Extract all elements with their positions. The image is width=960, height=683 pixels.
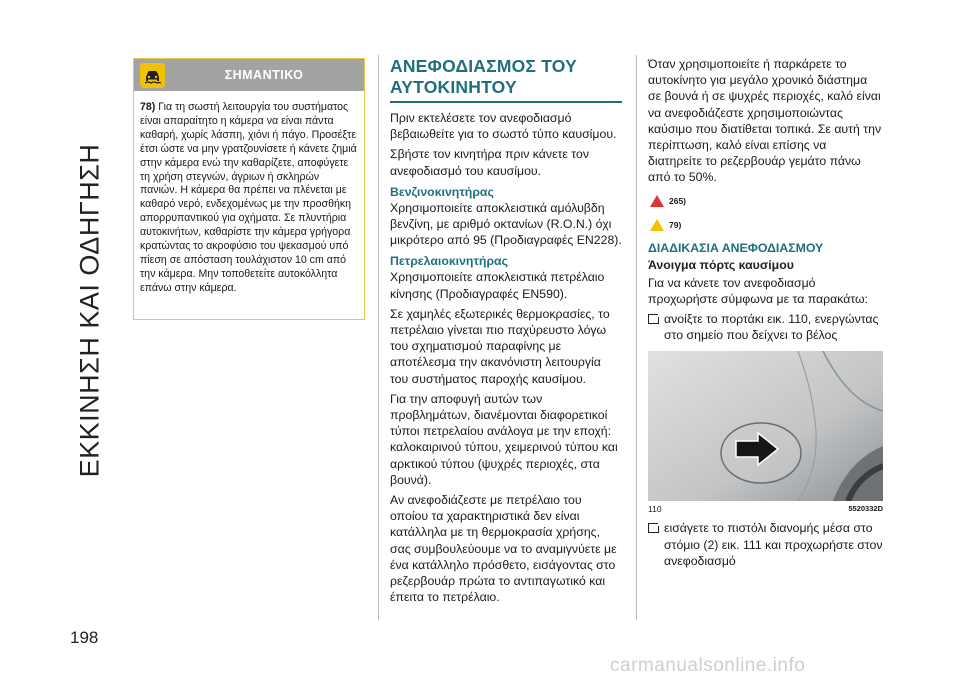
caution-triangle-icon [650, 219, 664, 231]
paragraph: Σε χαμηλές εξωτερικές θερμοκρασίες, το πετρέλαιο γίνεται πιο παχύρευστο λόγω του σχηματισμού παραφίνης με αποτέλεσμα την ακανόνιστη λειτουργία του συστήματος παροχής καυσίμου. [390, 306, 610, 386]
refuelling-procedure-column [648, 56, 883, 573]
figure-code: 5520332D [848, 504, 883, 514]
paragraph: Σβήστε τον κινητήρα πριν κάνετε τον ανεφοδιασμό του καυσίμου. [390, 147, 589, 178]
warning-reference [648, 190, 883, 212]
list-item [648, 520, 883, 569]
page-number: 198 [70, 628, 99, 647]
chapter-side-title [70, 30, 110, 590]
refuelling-column [390, 56, 622, 609]
notice-title: ΣΗΜΑΝΤΙΚΟ [224, 68, 304, 82]
notice-ref-number: 79) [669, 219, 682, 230]
car-warning-icon [140, 63, 165, 88]
notice-reference [648, 214, 883, 236]
step-text: εισάγετε το πιστόλι διανομής μέσα στο στόμιο (2) εικ. 111 και προχωρήστε στον ανεφοδιασμό [664, 521, 883, 568]
step-text: ανοίξτε το πορτάκι εικ. 110, ενεργώντας στο σημείο που δείχνει το βέλος [664, 312, 879, 343]
bullet-icon [648, 523, 659, 533]
paragraph: Χρησιμοποιείτε αποκλειστικά πετρέλαιο κίνησης (Προδιαγραφές EN590). [390, 270, 605, 301]
paragraph: Για την αποφυγή αυτών των προβλημάτων, διανέμονται διαφορετικοί τύποι πετρελαίου ανάλογα με την εποχή: καλοκαιρινού τύπου, χειμερινού τύπου και αρκτικού τύπου (ψυχρές περιοχές, στα βουνά). [390, 391, 618, 487]
notice-ref: 78) [140, 101, 156, 113]
bullet-icon [648, 314, 659, 324]
column-divider [636, 55, 637, 620]
paragraph: Όταν χρησιμοποιείτε ή παρκάρετε το αυτοκίνητο για μεγάλο χρονικό διάστημα σε βουνά ή σε ψυχρές περιοχές, καλό είναι να ανεφοδιάζεστε χρησιμοποιώντας καύσιμο που διατίθεται τοπικά. Σε αυτή την περίπτωση, καλό είναι επίσης να διατηρείτε το ρεζερβουάρ γεμάτο πάνω από το 50%. [648, 57, 882, 185]
fuel-flap-subheading: Άνοιγμα πόρτς καυσίμου [648, 257, 794, 272]
figure-number: 110 [648, 504, 662, 515]
petrol-engine-heading: Βενζινοκινητήρας [390, 184, 494, 199]
chapter-title-text: ΕΚΚΙΝΗΣΗ ΚΑΙ ΟΔΗΓΗΣΗ [74, 143, 105, 477]
paragraph: Χρησιμοποιείτε αποκλειστικά αμόλυβδη βενζίνη, με αριθμό οκτανίων (R.O.N.) όχι μικρότερο από 95 (Προδιαγραφές EN228). [390, 200, 622, 248]
diesel-engine-heading: Πετρελαιοκινητήρας [390, 254, 509, 269]
list-item [648, 311, 883, 343]
danger-triangle-icon [650, 195, 664, 207]
column-divider [378, 55, 379, 620]
figure-caption [648, 504, 883, 514]
paragraph: Για να κάνετε τον ανεφοδιασμό προχωρήστε σύμφωνα με τα παρακάτω: [648, 275, 869, 306]
warning-ref-number: 265) [669, 195, 687, 206]
notice-header [134, 59, 364, 91]
notice-body [134, 91, 364, 300]
watermark: carmanualsonline.info [610, 655, 806, 676]
important-notice-box [133, 58, 365, 320]
paragraph: Πριν εκτελέσετε τον ανεφοδιασμό βεβαιωθείτε για το σωστό τύπο καυσίμου. [390, 111, 617, 142]
heading-rule [390, 101, 622, 103]
notice-text: Για τη σωστή λειτουργία του συστήματος είναι απαραίτητο η κάμερα να είναι πάντα καθαρή, χωρίς λάσπη, χιόνι ή πάγο. Προσέξτε έτσι ώστε να μην γρατζουνίσετε ή κάνετε ζημιά στην κάμερα ενώ την καθαρίζετε, αποφύγετε τη χρήση στεγνών, άγριων ή σκληρών πανιών. Η κάμερα θα πρέπει να πλένεται με καθαρό νερό, ενδεχομένως με την προσθήκη απορρυπαντικού για οχήματα. Σε πλυντήρια αυτοκινήτων, καθαρίστε την κάμερα γρήγορα κρατώντας το ακροφύσιο του ψεκασμού υπό πίεση σε απόσταση τουλάχιστον 10 cm από την κάμερα. Μην τοποθετείτε αυτοκόλλητα επάνω στην κάμερα. [140, 101, 357, 294]
refuelling-heading: ΑΝΕΦΟΔΙΑΣΜΟΣ ΤΟΥ ΑΥΤΟΚΙΝΗΤΟΥ [390, 56, 577, 97]
paragraph: Αν ανεφοδιάζεστε με πετρέλαιο του οποίου τα χαρακτηριστικά δεν είναι κατάλληλα με τη θερμοκρασία χρήσης, σας συμβουλεύουμε να το αναμιγνύετε με ένα κατάλληλο πρόσθετο, εισάγοντας στο ρεζερβουάρ πρώτα το αντιπαγωτικό και έπειτα το πετρέλαιο. [390, 493, 617, 605]
fuel-flap-photo [648, 351, 883, 501]
procedure-heading: ΔΙΑΔΙΚΑΣΙΑ ΑΝΕΦΟΔΙΑΣΜΟΥ [648, 240, 824, 255]
